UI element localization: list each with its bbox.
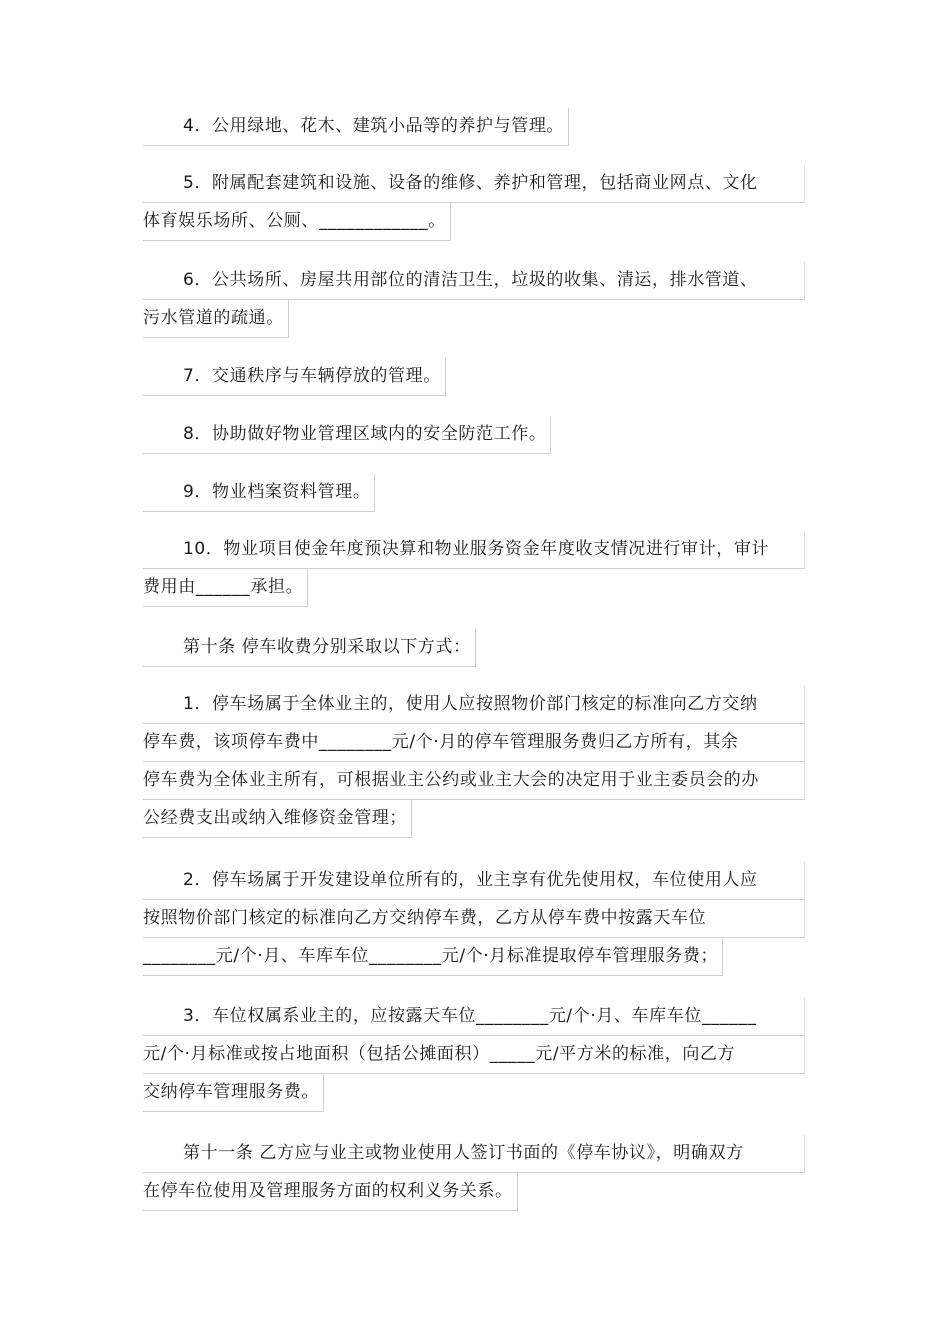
paragraph-line: 4．公用绿地、花木、建筑小品等的养护与管理。 xyxy=(143,108,569,146)
paragraph-line: 元/个·月标准或按占地面积（包括公摊面积）_____元/平方米的标准，向乙方 xyxy=(143,1036,805,1074)
list-item-4 xyxy=(143,108,569,146)
paragraph-line: 8．协助做好物业管理区域内的安全防范工作。 xyxy=(143,416,551,454)
article-10-clause-2 xyxy=(143,862,805,976)
paragraph-line: 体育娱乐场所、公厕、____________。 xyxy=(143,203,451,241)
paragraph-line: 3．车位权属系业主的，应按露天车位________元/个·月、车库车位______ xyxy=(143,998,805,1036)
paragraph-line: 10．物业项目使金年度预决算和物业服务资金年度收支情况进行审计，审计 xyxy=(143,531,805,569)
article-11 xyxy=(143,1135,805,1211)
paragraph-line: 第十条 停车收费分别采取以下方式： xyxy=(143,629,476,667)
paragraph-line: 污水管道的疏通。 xyxy=(143,300,289,338)
paragraph-line: 停车费，该项停车费中________元/个·月的停车管理服务费归乙方所有，其余 xyxy=(143,724,805,762)
paragraph-line: 9．物业档案资料管理。 xyxy=(143,474,375,512)
paragraph-line: 第十一条 乙方应与业主或物业使用人签订书面的《停车协议》，明确双方 xyxy=(143,1135,805,1173)
paragraph-line: 在停车位使用及管理服务方面的权利义务关系。 xyxy=(143,1173,518,1211)
paragraph-line: 6．公共场所、房屋共用部位的清洁卫生，垃圾的收集、清运，排水管道、 xyxy=(143,262,805,300)
list-item-9 xyxy=(143,474,375,512)
list-item-8 xyxy=(143,416,551,454)
paragraph-line: ________元/个·月、车库车位________元/个·月标准提取停车管理服务费； xyxy=(143,938,723,976)
article-10-clause-1 xyxy=(143,686,805,838)
paragraph-line: 费用由______承担。 xyxy=(143,569,308,607)
article-10-clause-3 xyxy=(143,998,805,1112)
list-item-6 xyxy=(143,262,805,338)
paragraph-line: 5．附属配套建筑和设施、设备的维修、养护和管理，包括商业网点、文化 xyxy=(143,165,805,203)
paragraph-line: 停车费为全体业主所有，可根据业主公约或业主大会的决定用于业主委员会的办 xyxy=(143,762,805,800)
paragraph-line: 1．停车场属于全体业主的，使用人应按照物价部门核定的标准向乙方交纳 xyxy=(143,686,805,724)
list-item-7 xyxy=(143,358,446,396)
list-item-10 xyxy=(143,531,805,607)
paragraph-line: 2．停车场属于开发建设单位所有的，业主享有优先使用权，车位使用人应 xyxy=(143,862,805,900)
article-10-heading xyxy=(143,629,476,667)
paragraph-line: 按照物价部门核定的标准向乙方交纳停车费，乙方从停车费中按露天车位 xyxy=(143,900,805,938)
paragraph-line: 交纳停车管理服务费。 xyxy=(143,1074,324,1112)
paragraph-line: 公经费支出或纳入维修资金管理； xyxy=(143,800,412,838)
paragraph-line: 7．交通秩序与车辆停放的管理。 xyxy=(143,358,446,396)
list-item-5 xyxy=(143,165,805,241)
